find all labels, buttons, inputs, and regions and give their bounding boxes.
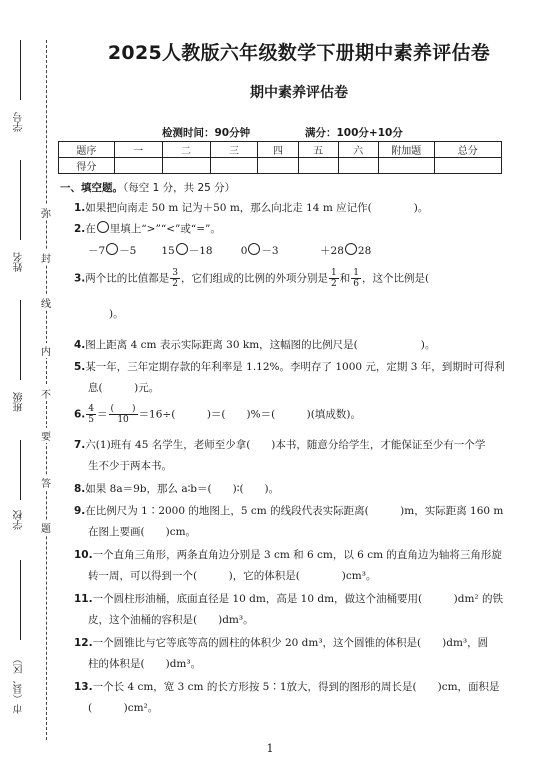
score-cell — [258, 158, 298, 174]
fraction — [109, 404, 138, 425]
question-1 — [74, 200, 428, 215]
seal-char: 不 — [39, 386, 53, 401]
question-number: 11. — [74, 593, 93, 605]
class-label: 班级 — [14, 392, 25, 412]
question-number: 2. — [74, 223, 86, 235]
table-header-cell: 四 — [258, 142, 298, 158]
fraction — [170, 268, 180, 289]
table-header-cell: 五 — [298, 142, 338, 158]
question-text: ＝16÷( )＝( )%＝( )(填成数)。 — [138, 408, 361, 421]
comparison-row — [88, 243, 396, 258]
score-table-header-row — [59, 142, 502, 158]
question-text: 和 — [339, 272, 351, 285]
question-text: 在比例尺为 1∶2000 的地图上，5 cm 的线段代表实际距离( )m，实际距离 160 m — [85, 505, 504, 517]
compare-left: 15 — [161, 245, 175, 257]
fraction-numerator: 4 — [88, 404, 95, 414]
question-text: 里填上“>”“<”或“=”。 — [109, 223, 221, 235]
seal-char: 内 — [39, 343, 53, 358]
question-text: 一个直角三角形，两条直角边分别是 3 cm 和 6 cm，以 6 cm 的直角边为轴将三角形旋 — [92, 549, 502, 561]
question-number: 6. — [74, 408, 86, 421]
compare-right: －18 — [188, 245, 213, 257]
question-5-cont: 息( )元。 — [88, 382, 160, 394]
seal-char: 要 — [39, 428, 53, 443]
compare-item — [161, 243, 237, 258]
question-text: ，它们组成的比例的外项分别是 — [181, 272, 329, 285]
question-6 — [74, 404, 361, 425]
question-text: ＝ — [97, 408, 108, 421]
school-label: 学校 — [14, 510, 25, 530]
score-cell — [210, 158, 258, 174]
table-header-cell: 题序 — [59, 142, 115, 158]
seal-char: 封 — [39, 250, 53, 265]
fraction-denominator: 5 — [88, 415, 95, 425]
question-text: 两个比的比值都是 — [85, 272, 170, 285]
question-5 — [74, 359, 505, 374]
score-cell — [378, 158, 434, 174]
question-number: 4. — [74, 339, 86, 351]
table-header-cell: 六 — [338, 142, 378, 158]
question-3 — [74, 268, 429, 289]
question-10-cont: 转一周，可以得到一个( )，它的体积是( )cm³。 — [88, 570, 377, 582]
question-number: 8. — [74, 483, 86, 495]
table-header-cell: 总分 — [434, 142, 501, 158]
class-underline — [20, 300, 21, 380]
question-number: 5. — [74, 361, 86, 373]
question-11-cont: 皮，这个油桶的容积是( )dm³。 — [88, 614, 254, 626]
question-number: 10. — [74, 549, 93, 561]
fraction-denominator: 2 — [172, 279, 179, 289]
seal-char: 线 — [39, 295, 53, 310]
blank-circle-icon — [106, 243, 118, 255]
question-7-cont: 生不少于两本书。 — [88, 460, 172, 472]
question-9-cont: 在图上要画( )cm。 — [88, 526, 197, 538]
compare-item — [88, 243, 158, 258]
compare-item — [320, 243, 396, 258]
fraction-denominator: 6 — [353, 279, 359, 289]
fraction — [329, 268, 339, 289]
fraction — [86, 404, 96, 425]
school-underline — [20, 440, 21, 500]
compare-left: －7 — [88, 245, 106, 257]
question-3-cont: )。 — [88, 308, 124, 320]
page-title: 2025人教版六年级数学下册期中素养评估卷 — [107, 42, 491, 64]
question-11 — [74, 591, 503, 606]
score-table — [58, 141, 502, 174]
question-text: ，这个比例是( — [362, 272, 430, 285]
city-underline — [20, 560, 21, 640]
question-text: 六(1)班有 45 名学生，老师至少拿( )本书，随意分给学生，才能保证至少有一个学 — [85, 439, 486, 451]
section-note: （每空 1 分，共 25 分） — [123, 182, 236, 194]
compare-item — [241, 243, 317, 258]
score-table-score-row — [59, 158, 502, 174]
question-number: 7. — [74, 439, 86, 451]
question-text: 一个圆柱形油桶，底面直径是 10 dm，高是 10 dm，做这个油桶要用( )dm² 的铁 — [92, 593, 503, 605]
question-7 — [74, 437, 485, 452]
question-text: 在 — [85, 223, 96, 235]
fraction-numerator: 3 — [172, 268, 179, 278]
fraction-denominator: 10 — [117, 415, 129, 425]
compare-left: ＋28 — [320, 245, 344, 257]
fraction-denominator: 2 — [331, 279, 337, 289]
seal-char: 题 — [39, 520, 53, 535]
question-number: 12. — [74, 637, 93, 649]
exam-subtitle: 期中素养评估卷 — [250, 85, 348, 101]
name-label: 姓名 — [14, 252, 25, 272]
question-4 — [74, 337, 435, 352]
blank-circle-icon — [248, 243, 260, 255]
id-underline — [20, 40, 21, 100]
student-id-label: 学号 — [14, 112, 25, 132]
fraction-numerator: ( ) — [110, 404, 136, 414]
compare-left: 0 — [240, 245, 248, 257]
question-text: 某一年，三年定期存款的年利率是 1.12%。李明存了 1000 元，定期 3 年，到期时可得利 — [85, 361, 505, 373]
page-number: 1 — [266, 742, 274, 755]
compare-right: 28 — [357, 245, 372, 257]
question-text: 一个长 4 cm，宽 3 cm 的长方形按 5∶1放大，得到的图形的周长是( )cm，面积是 — [92, 681, 500, 693]
question-12 — [74, 635, 488, 650]
question-13-cont: ( )cm²。 — [88, 702, 159, 714]
score-cell — [162, 158, 210, 174]
table-header-cell: 三 — [210, 142, 258, 158]
question-number: 13. — [74, 681, 93, 693]
full-score: 满分：100分+10分 — [305, 127, 403, 139]
seal-char: 弥 — [39, 205, 53, 220]
fraction-numerator: 1 — [353, 268, 359, 278]
table-header-cell: 附加题 — [378, 142, 434, 158]
question-text: 如果把向南走 50 m 记为＋50 m，那么向北走 14 m 应记作( )。 — [85, 202, 429, 214]
city-label: 市（县、区） — [14, 654, 25, 714]
blank-circle-icon — [176, 243, 188, 255]
blank-circle-icon — [97, 221, 109, 233]
table-header-cell: 二 — [162, 142, 210, 158]
question-12-cont: 柱的体积是( )dm³。 — [88, 658, 202, 670]
blank-circle-icon — [345, 243, 357, 255]
score-cell — [338, 158, 378, 174]
seal-char: 答 — [39, 475, 53, 490]
question-number: 1. — [74, 202, 86, 214]
binding-margin — [0, 0, 58, 767]
score-cell — [114, 158, 162, 174]
question-13 — [74, 679, 500, 694]
fraction — [351, 268, 361, 289]
question-8 — [74, 481, 279, 496]
question-text: 一个圆锥比与它等底等高的圆柱的体积少 20 dm³，这个圆锥的体积是( )dm³，圆 — [92, 637, 489, 649]
section-title: 一、填空题。 — [60, 182, 123, 194]
question-10 — [74, 547, 502, 562]
score-cell — [434, 158, 501, 174]
question-number: 3. — [74, 272, 86, 285]
score-cell — [298, 158, 338, 174]
fraction-numerator: 1 — [331, 268, 337, 278]
compare-right: －3 — [261, 245, 279, 257]
score-row-label: 得分 — [59, 158, 115, 174]
table-header-cell: 一 — [114, 142, 162, 158]
compare-right: －5 — [119, 245, 137, 257]
question-9 — [74, 503, 503, 518]
question-text: 图上距离 4 cm 表示实际距离 30 km，这幅图的比例尺是( )。 — [85, 339, 436, 351]
name-underline — [20, 160, 21, 240]
exam-time: 检测时间：90分钟 — [162, 127, 251, 139]
section-heading — [60, 180, 235, 195]
question-2 — [74, 221, 221, 236]
question-number: 9. — [74, 505, 86, 517]
question-text: 如果 8a＝9b，那么 a∶b＝( )∶( )。 — [85, 483, 280, 495]
